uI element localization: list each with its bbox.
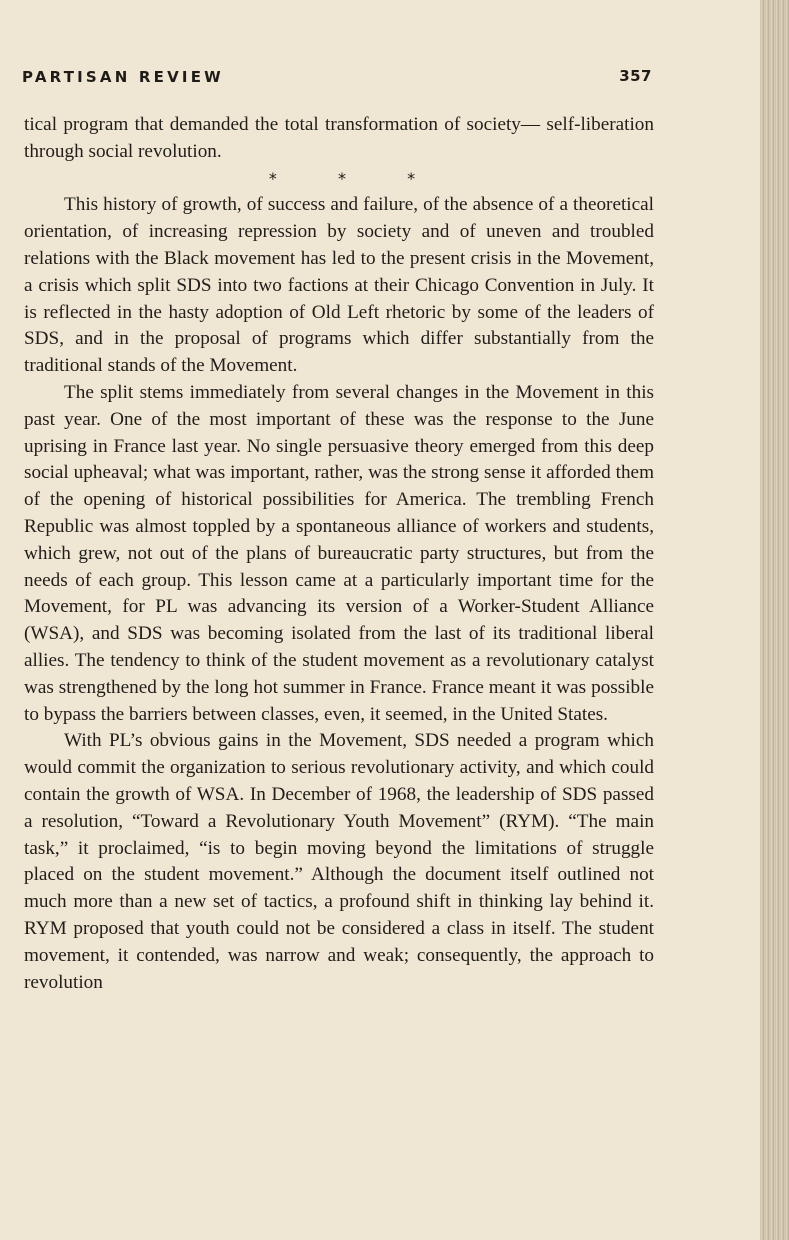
body-text [24, 112, 654, 996]
paragraph-split: The split stems immediately from several changes in the Movement in this past year. One of the most important of these was the response to the June uprising in France last year. No single persuasive theory emerged from this deep social upheaval; what was important, rather, was the strong sense it afforded them of the opening of historical possibilities for America. The trembling French Republic was almost toppled by a spontaneous alliance of workers and students, which grew, not out of the plans of bureaucratic party structures, but from the needs of each group. This lesson came at a particularly important time for the Movement, for PL was advancing its version of a Worker-Student Alliance (WSA), and SDS was becoming isolated from the last of its traditional liberal allies. The tendency to think of the student movement as a revolutionary catalyst was strengthened by the long hot summer in France. France meant it was possible to bypass the barriers between classes, even, it seemed, in the United States. [24, 381, 654, 725]
running-header [22, 66, 652, 90]
paragraph-rym: With PL’s obvious gains in the Movement, SDS needed a program which would commit the organization to serious revolutionary activity, and which could contain the growth of WSA. In December of 1968, the leadership of SDS passed a resolution, “Toward a Revolutionary Youth Movement” (RYM). “The main task,” it proclaimed, “is to begin moving beyond the limitations of struggle placed on the student movement.” Although the document itself outlined not much more than a new set of tactics, a profound shift in thinking lay behind it. RYM proposed that youth could not be considered a class in itself. The student movement, it contended, was narrow and weak; consequently, the approach to revolution [24, 730, 654, 993]
book-page-edges [760, 0, 789, 1240]
journal-title: PARTISAN REVIEW [22, 68, 224, 86]
page-number: 357 [619, 67, 652, 85]
section-break: * * * [268, 168, 444, 188]
continuation-paragraph: tical program that demanded the total transformation of society— self-liberation through social revolution. [24, 114, 654, 162]
paragraph-history: This history of growth, of success and failure, of the absence of a theoretical orientation, of increasing repression by society and of uneven and troubled relations with the Black movement has led to the present crisis in the Movement, a crisis which split SDS into two factions at their Chicago Convention in July. It is reflected in the hasty adoption of Old Left rhetoric by some of the leaders of SDS, and in the proposal of programs which differ substantially from the traditional stands of the Movement. [24, 194, 654, 377]
